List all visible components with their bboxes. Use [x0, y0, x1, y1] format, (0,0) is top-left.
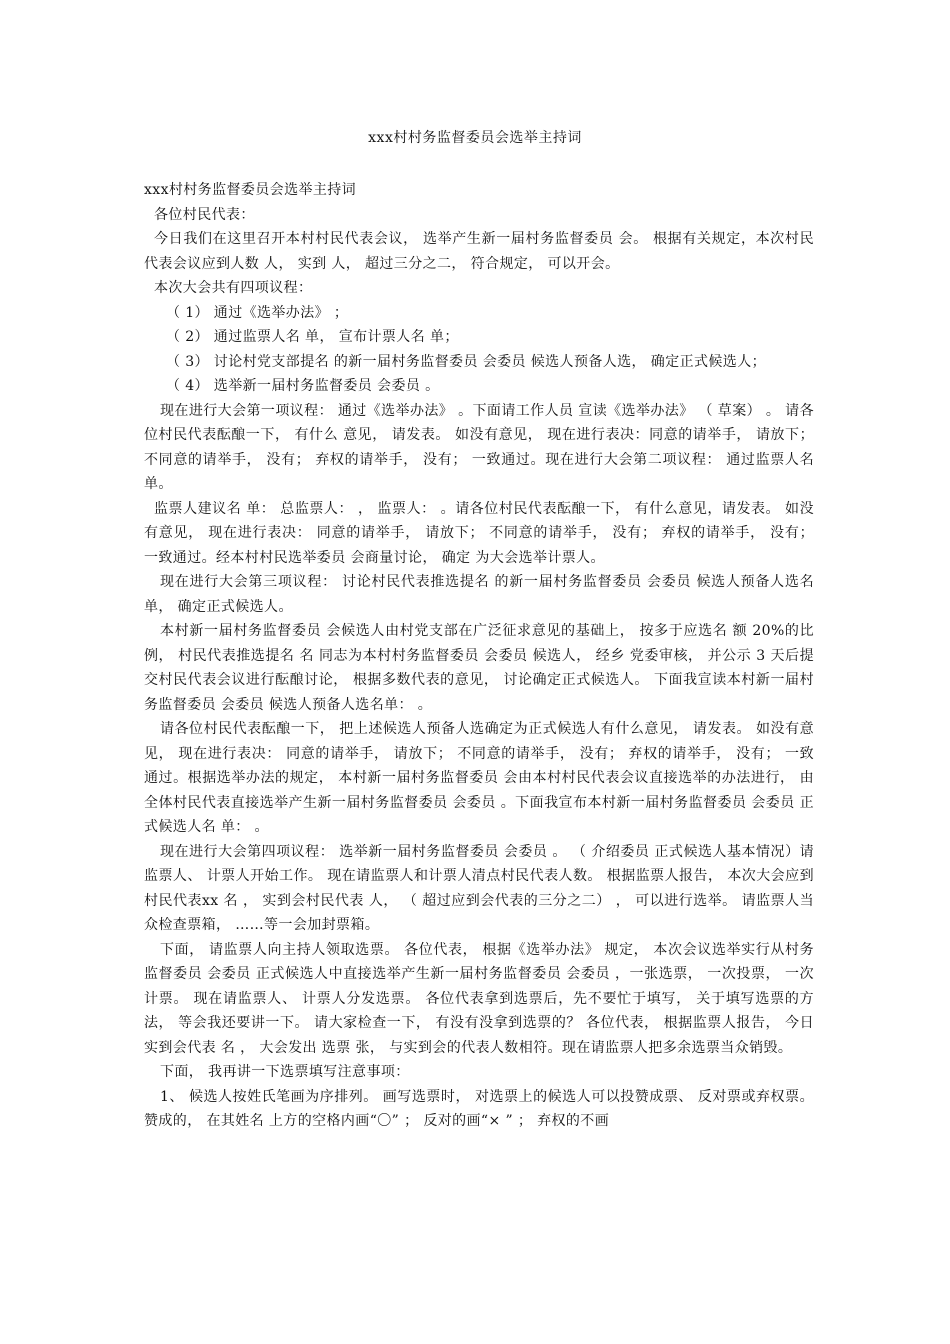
paragraph-notes-intro: 下面， 我再讲一下选票填写注意事项：	[160, 1064, 410, 1080]
agenda-item-1: （ 1） 通过《选举办法》 ；	[166, 304, 349, 321]
agenda-item-2: （ 2） 通过监票人名 单， 宣布计票人名 单；	[166, 329, 459, 345]
agenda-item-3: （ 3） 讨论村党支部提名 的新一届村务监督委员 会委员 候选人预备人选， 确定正式候选人；	[166, 353, 767, 370]
paragraph-note-1: 1、 候选人按姓氏笔画为序排列。 画写选票时， 对选票上的候选人可以投赞成票、 反对票或弃权票。 赞成的， 在其姓名 上方的空格内画“〇” ； 反对的画“× ” ； 弃权的不画	[144, 1088, 814, 1129]
paragraph-item-three: 现在进行大会第三项议程： 讨论村民代表推选提名 的新一届村务监督委员 会委员 候选人预备人选名 单， 确定正式候选人。	[144, 574, 814, 615]
paragraph-item-four: 现在进行大会第四项议程： 选举新一届村务监督委员 会委员 。 （ 介绍委员 正式候选人基本情况）请监票人、 计票人开始工作。 现在请监票人和计票人清点村民代表人数。 根据监票人报告， 本次大会应到村民代表xx 名 ， 实到会村民代表 人， （ 超过应到会代表的三分之二） ， 可以进行选举。 请监票人当众检查票箱， ……等一会加封票箱。	[144, 843, 814, 933]
paragraph-item-one: 现在进行大会第一项议程： 通过《选举办法》 。下面请工作人员 宣读《选举办法》 （ 草案） 。 请各位村民代表酝酿一下， 有什么 意见， 请发表。 如没有意见， 现在进行表决：同意的请举手， 请放下； 不同意的请举手， 没有； 弃权的请举手， 没有； 一致通过。现在进行大会第二项议程： 通过监票人名 单。	[144, 402, 814, 492]
paragraph-candidates: 本村新一届村务监督委员 会候选人由村党支部在广泛征求意见的基础上， 按多于应选名 额 20%的比例， 村民代表推选提名 名 同志为本村村务监督委员 会委员 候选人， 经乡 党委审核， 并公示 3 天后提交村民代表会议进行酝酿讨论， 根据多数代表的意见， 讨论确定正式候选人。 下面我宣读本村新一届村务监督委员 会委员 候选人预备人选名单： 。	[144, 623, 814, 713]
paragraph-opening: 今日我们在这里召开本村村民代表会议， 选举产生新一届村务监督委员 会。 根据有关规定，本次村民代表会议应到人数 人， 实到 人， 超过三分之二， 符合规定， 可以开会。	[144, 231, 814, 272]
document-title: xxx村村务监督委员会选举主持词	[368, 130, 582, 146]
paragraph-vote-candidates: 请各位村民代表酝酿一下， 把上述候选人预备人选确定为正式候选人有什么意见， 请发表。 如没有意见， 现在进行表决： 同意的请举手， 请放下； 不同意的请举手， 没有； 弃权的请举手， 没有； 一致通过。根据选举办法的规定， 本村新一届村务监督委员 会由本村村民代表会议直接选举的办法进行， 由全体村民代表直接选举产生新一届村务监督委员 会委员 。下面我宣布本村新一届村务监督委员 会委员 正式候选人名 单： 。	[144, 721, 814, 835]
paragraph-agenda-intro: 本次大会共有四项议程：	[154, 280, 313, 296]
agenda-item-4: （ 4） 选举新一届村务监督委员 会委员 。	[166, 378, 440, 394]
salutation: 各位村民代表：	[154, 206, 255, 223]
document-body	[144, 178, 814, 1134]
paragraph-monitors: 监票人建议名 单： 总监票人： ， 监票人： 。请各位村民代表酝酿一下， 有什么意见，请发表。 如没有意见， 现在进行表决： 同意的请举手， 请放下； 不同意的请举手， 没有； 弃权的请举手， 没有； 一致通过。经本村村民选举委员 会商量讨论， 确定 为大会选举计票人。	[144, 500, 814, 566]
paragraph-ballots: 下面， 请监票人向主持人领取选票。 各位代表， 根据《选举办法》 规定， 本次会议选举实行从村务监督委员 会委员 正式候选人中直接选举产生新一届村务监督委员 会委员 ，一张选票， 一次投票， 一次计票。 现在请监票人、 计票人分发选票。 各位代表拿到选票后，先不要忙于填写， 关于填写选票的方法， 等会我还要讲一下。 请大家检查一下， 有没有没拿到选票的？ 各位代表， 根据监票人报告， 今日实到会代表 名 ， 大会发出 选票 张， 与实到会的代表人数相符。现在请监票人把多余选票当众销毁。	[144, 941, 814, 1056]
body-heading: xxx村村务监督委员会选举主持词	[144, 182, 357, 198]
